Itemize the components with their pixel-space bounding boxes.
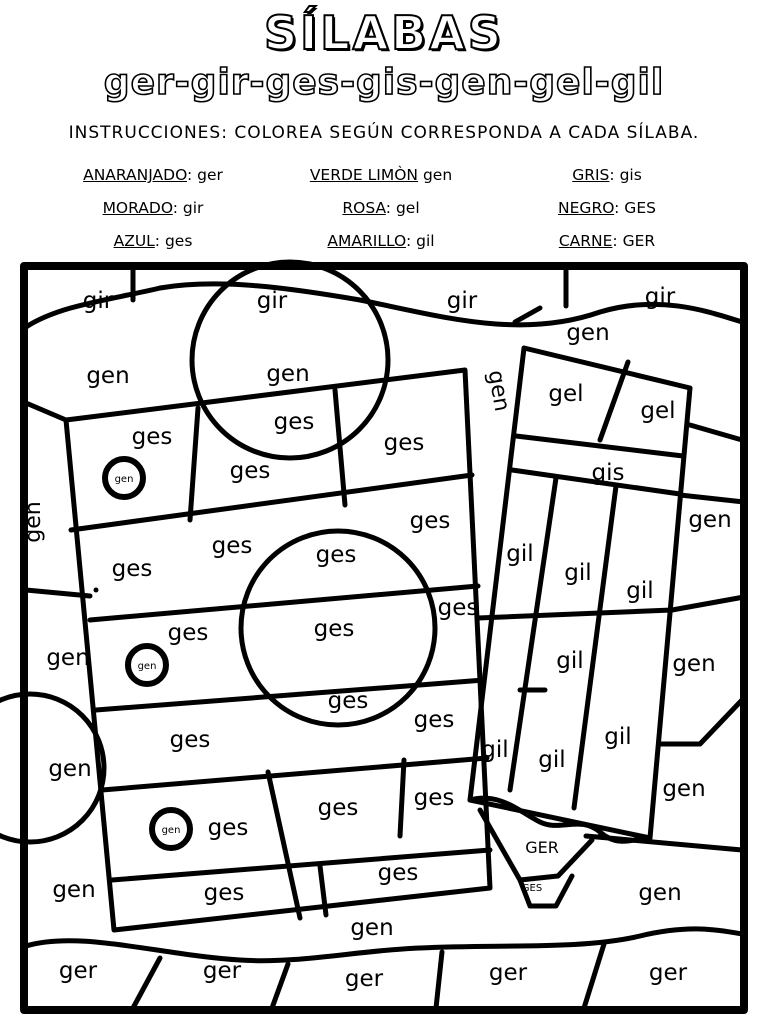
word-label: ges bbox=[315, 542, 357, 568]
word-label: gen bbox=[161, 825, 181, 836]
legend-color: GRIS bbox=[572, 166, 610, 184]
word-label: gen bbox=[137, 661, 157, 672]
legend-item: MORADO: gir bbox=[102, 199, 204, 217]
picture-words bbox=[21, 284, 732, 992]
word-label: gen bbox=[114, 474, 134, 485]
legend-item: NEGRO: GES bbox=[558, 199, 656, 217]
pencil-line bbox=[510, 478, 556, 790]
word-label: gen bbox=[482, 368, 515, 414]
word-label: ger bbox=[344, 966, 384, 992]
word-label: gil bbox=[564, 560, 592, 586]
book-row-line bbox=[90, 586, 478, 620]
word-label: ges bbox=[327, 688, 369, 714]
divider-line bbox=[515, 308, 540, 322]
word-label: gen bbox=[350, 915, 394, 941]
legend-color: AZUL bbox=[113, 232, 155, 250]
word-label: ges bbox=[413, 785, 455, 811]
syllables-subtitle: ger-gir-ges-gis-gen-gel-gil bbox=[103, 62, 665, 103]
word-label: gen bbox=[86, 363, 130, 389]
word-label: gen bbox=[46, 645, 90, 671]
book-col-line bbox=[190, 408, 198, 520]
divider-line bbox=[680, 495, 744, 502]
divider-line bbox=[133, 958, 160, 1008]
word-label: gir bbox=[256, 288, 288, 314]
word-label: GES bbox=[521, 883, 543, 894]
word-label: ges bbox=[167, 620, 209, 646]
word-label: ges bbox=[437, 595, 479, 621]
word-label: gel bbox=[640, 398, 676, 424]
legend-syllable: ges bbox=[164, 232, 193, 250]
book-row-line bbox=[112, 850, 490, 880]
word-label: ges bbox=[383, 430, 425, 456]
legend-syllable: gel bbox=[395, 199, 420, 217]
word-label: ger bbox=[648, 960, 688, 986]
word-label: ger bbox=[202, 958, 242, 984]
legend-color: ROSA bbox=[342, 199, 386, 217]
word-label: gil bbox=[538, 747, 566, 773]
legend-item: AMARILLO: gil bbox=[327, 232, 435, 250]
divider-line bbox=[586, 836, 742, 850]
book-outline bbox=[66, 370, 490, 930]
divider-line bbox=[478, 610, 672, 618]
word-label: gen bbox=[566, 320, 610, 346]
word-label: gen bbox=[21, 501, 46, 543]
legend-syllable: gen bbox=[422, 166, 453, 184]
word-label: ges bbox=[211, 533, 253, 559]
word-label: gil bbox=[556, 648, 584, 674]
legend-syllable: gil bbox=[416, 232, 435, 250]
word-label: ges bbox=[111, 556, 153, 582]
legend-color: NEGRO bbox=[558, 199, 615, 217]
legend-item: GRIS: gis bbox=[572, 166, 642, 184]
word-label: GER bbox=[525, 838, 559, 857]
divider-line bbox=[690, 425, 742, 440]
word-label: ges bbox=[207, 815, 249, 841]
legend-color: AMARILLO bbox=[327, 232, 406, 250]
word-label: ges bbox=[273, 409, 315, 435]
word-label: gil bbox=[481, 737, 509, 763]
legend-item: AZUL: ges bbox=[113, 232, 193, 250]
pencil-line bbox=[574, 486, 616, 808]
word-label: ges bbox=[313, 616, 355, 642]
word-label: ges bbox=[131, 424, 173, 450]
word-label: ges bbox=[169, 727, 211, 753]
legend-color: ANARANJADO bbox=[83, 166, 187, 184]
book-col-line bbox=[400, 760, 404, 836]
word-label: ges bbox=[377, 860, 419, 886]
word-label: gen bbox=[52, 877, 96, 903]
legend-syllable: GER bbox=[622, 232, 656, 250]
word-label: gir bbox=[82, 288, 114, 314]
word-label: ger bbox=[58, 958, 98, 984]
legend-color: MORADO bbox=[102, 199, 173, 217]
word-label: gis bbox=[591, 460, 625, 486]
word-label: gil bbox=[506, 541, 534, 567]
legend-color: CARNE bbox=[558, 232, 613, 250]
divider-line bbox=[584, 944, 604, 1008]
divider-line bbox=[436, 952, 442, 1008]
legend-syllable: GES bbox=[624, 199, 656, 217]
legend-item: ANARANJADO: ger bbox=[83, 166, 223, 184]
word-label: gil bbox=[626, 578, 654, 604]
word-label: gen bbox=[48, 756, 92, 782]
legend-color: VERDE LIMÒN bbox=[309, 166, 419, 184]
legend-syllable: gis bbox=[619, 166, 642, 184]
divider-line bbox=[272, 964, 288, 1008]
word-label: gen bbox=[688, 507, 732, 533]
word-label: gen bbox=[638, 880, 682, 906]
legend-syllable: ger bbox=[197, 166, 223, 184]
legend-syllable: gir bbox=[182, 199, 204, 217]
word-label: gel bbox=[548, 381, 584, 407]
worksheet-title: SÍLABAS bbox=[264, 6, 504, 60]
instructions-text: INSTRUCCIONES: COLOREA SEGÚN CORRESPONDA A CADA SÍLABA. bbox=[68, 123, 700, 143]
word-label: gen bbox=[672, 651, 716, 677]
pencil-line bbox=[600, 362, 628, 440]
word-label: gir bbox=[644, 284, 676, 310]
word-label: ges bbox=[203, 880, 245, 906]
book-col-line bbox=[268, 772, 300, 918]
legend-item: CARNE: GER bbox=[558, 232, 656, 250]
legend-item: ROSA: gel bbox=[342, 199, 420, 217]
word-label: gen bbox=[266, 361, 310, 387]
divider-line bbox=[672, 597, 744, 610]
word-label: ges bbox=[229, 458, 271, 484]
word-label: ges bbox=[409, 508, 451, 534]
word-label: gil bbox=[604, 724, 632, 750]
word-label: ger bbox=[488, 960, 528, 986]
divider-line bbox=[660, 700, 742, 744]
word-label: gen bbox=[662, 776, 706, 802]
word-label: ges bbox=[413, 707, 455, 733]
word-label: ges bbox=[317, 795, 359, 821]
divider-line bbox=[26, 403, 66, 420]
word-label: gir bbox=[446, 288, 478, 314]
